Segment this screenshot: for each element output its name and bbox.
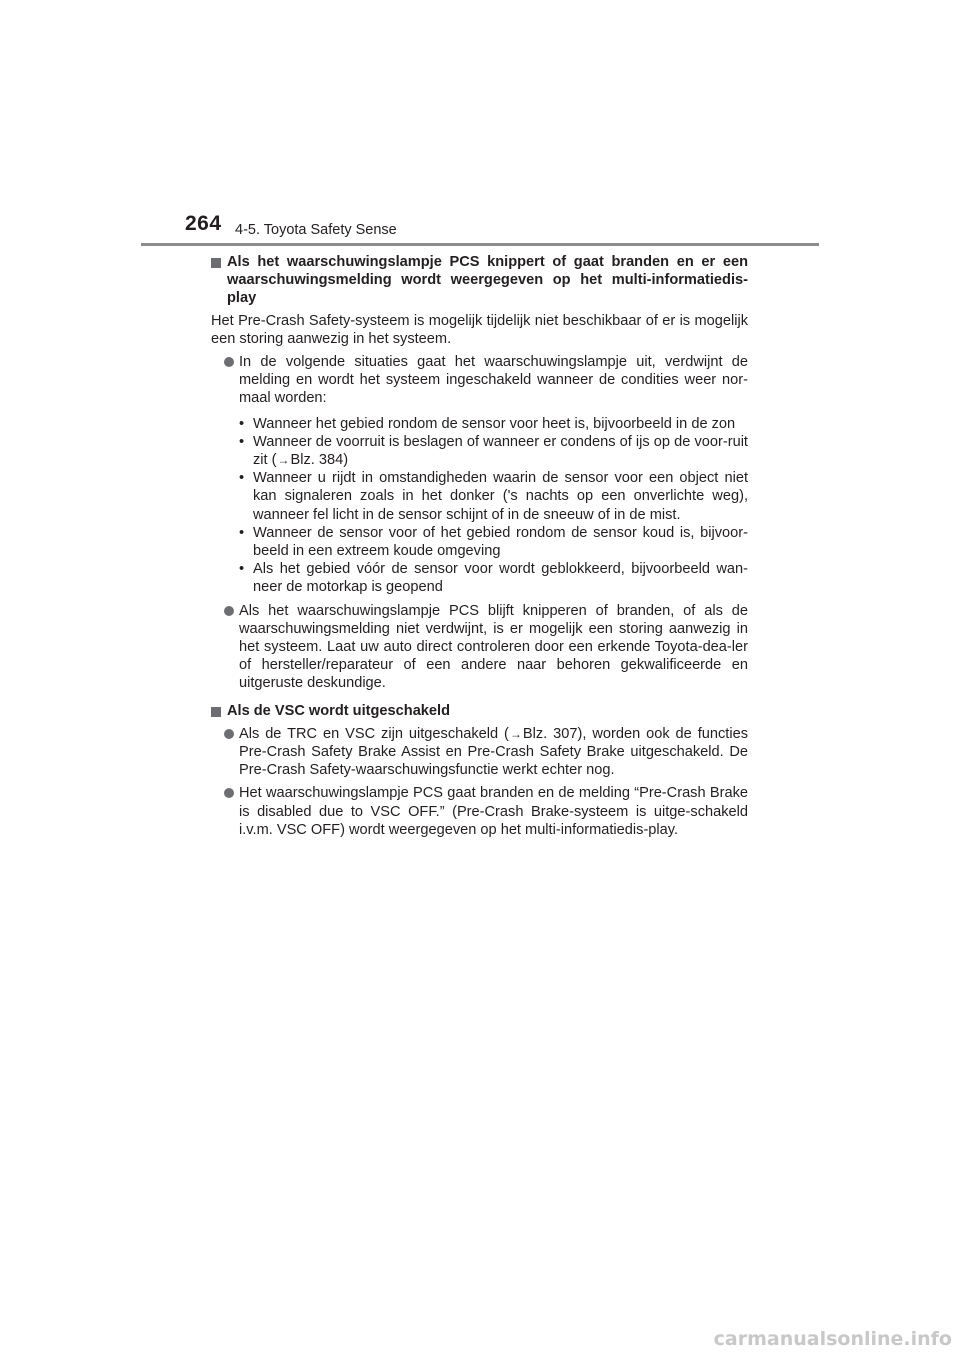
sub-item-text: Wanneer het gebied rondom de sensor voor heet is, bijvoorbeeld in de zon [253, 415, 736, 432]
sub-item-text: Wanneer de sensor voor of het gebied rondom de sensor koud is, bijvoor-beeld in een extreem koude omgeving [253, 524, 748, 560]
dot-bullet-icon: • [239, 470, 245, 487]
square-bullet-icon [211, 258, 221, 268]
bullet-text: Als de TRC en VSC zijn uitgeschakeld ( [239, 725, 509, 742]
section-title: 4-5. Toyota Safety Sense [235, 222, 397, 238]
bullet-text-continued: Blz. 307), worden ook de functies Pre-Crash Safety Brake Assist en Pre-Crash Safety Brake uitgeschakeld. De Pre-Crash Safety-waarschuwingsfunctie werkt echter nog. [239, 725, 749, 779]
dot-bullet-icon: • [239, 561, 245, 578]
list-item [211, 784, 748, 839]
condition-list [211, 415, 748, 597]
list-item [211, 353, 748, 408]
arrow-right-icon: → [277, 453, 290, 468]
circle-bullet-icon [224, 606, 234, 616]
sub-list-item [239, 560, 748, 596]
sub-list-item [239, 415, 748, 433]
sub-item-text: Als het gebied vóór de sensor voor wordt geblokkeerd, bijvoorbeeld wan-neer de motorkap is geopend [253, 561, 748, 596]
sub-item-text: Wanneer de voorruit is beslagen of wanneer er condens of ijs op de voor-ruit zit ( [253, 433, 748, 469]
list-item [211, 725, 748, 780]
dot-bullet-icon: • [239, 433, 245, 450]
intro-paragraph: Het Pre-Crash Safety-systeem is mogelijk tijdelijk niet beschikbaar of er is mogelijk een storing aanwezig in het systeem. [211, 312, 748, 347]
circle-bullet-icon [224, 357, 234, 367]
section-heading-pcs-warning [211, 253, 748, 308]
page-content [211, 253, 748, 839]
sub-item-text: Wanneer u rijdt in omstandigheden waarin de sensor voor een object niet kan signaleren zoals in het donker ('s nachts op een onverlichte weg), wanneer fel licht in de sensor schijnt of in de sneeuw of in de mist. [253, 470, 748, 523]
page-number: 264 [185, 212, 222, 235]
watermark-logo: carmanualsonline.info [713, 1328, 952, 1350]
sub-list-item [239, 433, 748, 469]
page-reference: Blz. 384) [290, 452, 349, 469]
list-item [211, 602, 748, 693]
circle-bullet-icon [224, 788, 234, 798]
sub-list-item [239, 469, 748, 524]
dot-bullet-icon: • [239, 524, 245, 541]
section-heading-vsc-off [211, 702, 748, 720]
dot-bullet-icon: • [239, 415, 245, 432]
arrow-right-icon: → [509, 726, 522, 741]
bullet-text: Als het waarschuwingslampje PCS blijft knipperen of branden, of als de waarschuwingsmelding niet verdwijnt, is er mogelijk een storing aanwezig in het systeem. Laat uw auto direct controleren door een erkende Toyota-dea-ler of hersteller/reparateur of een andere naar behoren gekwalificeerde en uitgeruste deskundige. [239, 602, 748, 692]
circle-bullet-icon [224, 729, 234, 739]
header-divider [141, 243, 819, 246]
bullet-text: In de volgende situaties gaat het waarschuwingslampje uit, verdwijnt de melding en wordt het systeem ingeschakeld wanneer de condities weer nor-maal worden: [239, 354, 748, 407]
heading-text: Als het waarschuwingslampje PCS knippert of gaat branden en er een waarschuwingsmelding wordt weergegeven op het multi-informatiedis-play [227, 254, 748, 307]
bullet-text: Het waarschuwingslampje PCS gaat branden en de melding “Pre-Crash Brake is disabled due to VSC OFF.” (Pre-Crash Brake-systeem is uitge-schakeld i.v.m. VSC OFF) wordt weergegeven op het multi-informatiedis-play. [239, 785, 748, 838]
heading-text: Als de VSC wordt uitgeschakeld [227, 702, 451, 719]
sub-list-item [239, 524, 748, 560]
square-bullet-icon [211, 707, 221, 717]
